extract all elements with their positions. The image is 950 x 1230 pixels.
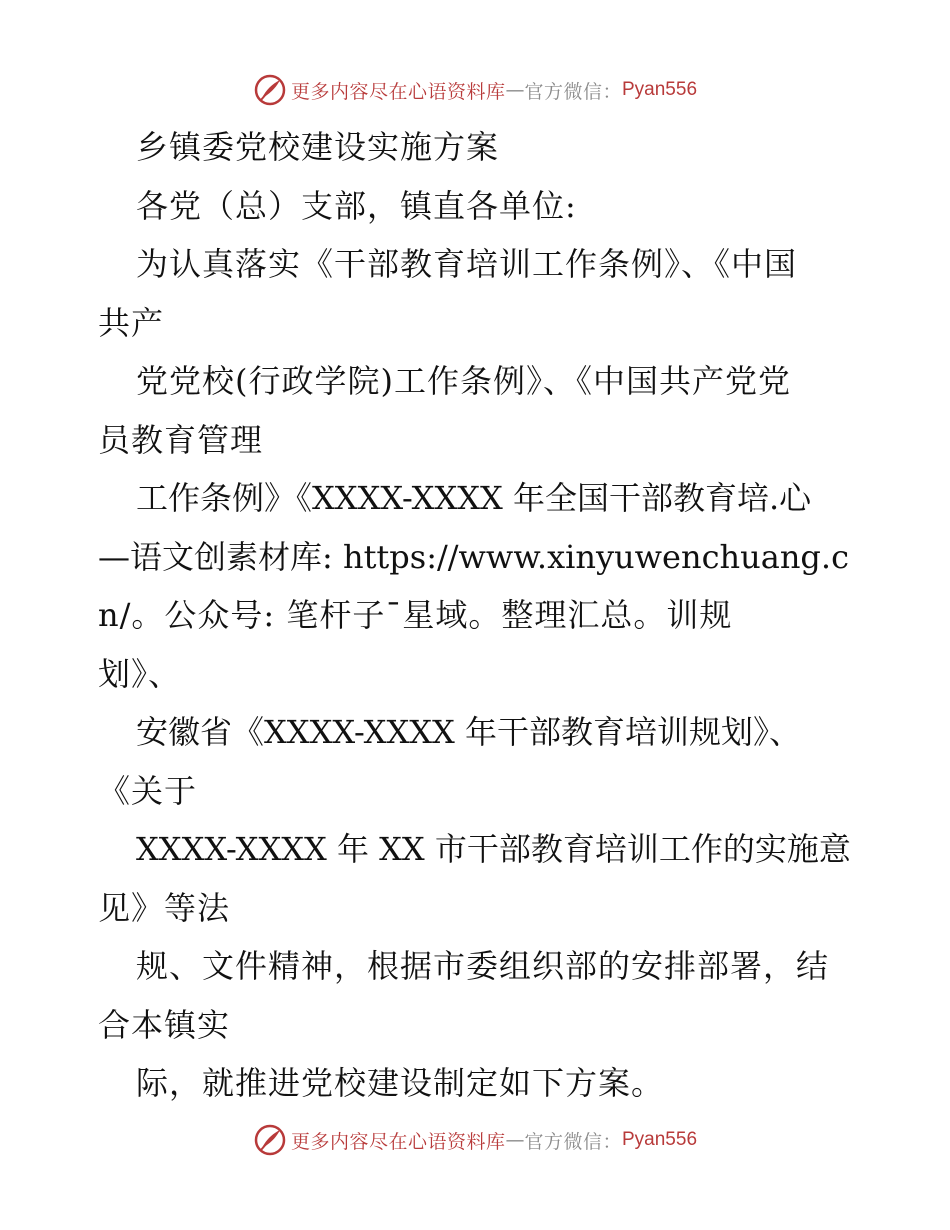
feather-pen-logo-icon: [253, 73, 287, 107]
doc-line: 际，就推进党校建设制定如下方案。: [136, 1064, 665, 1102]
banner-site-text: 更多内容尽在心语资料库: [290, 1130, 506, 1153]
banner-dash: —: [505, 1129, 525, 1151]
header-watermark-banner: [0, 72, 950, 108]
doc-line: XXXX-XXXX 年 XX 市干部教育培训工作的实施意: [136, 830, 851, 868]
footer-watermark-banner: [0, 1122, 950, 1158]
document-body: [98, 118, 850, 1113]
banner-wechat-id: Pyan556: [622, 1129, 698, 1150]
doc-line: 见》等法: [98, 888, 231, 927]
banner-dash: —: [505, 79, 525, 101]
doc-line: 党党校(行政学院)工作条例》、《中国共产党党: [136, 362, 791, 400]
doc-title: 乡镇委党校建设实施方案: [136, 128, 500, 166]
doc-line: 划》、: [98, 654, 182, 693]
doc-line: 《关于: [98, 771, 198, 810]
banner-wechat-label: 官方微信：: [524, 1130, 622, 1153]
doc-line: 安徽省《XXXX-XXXX 年干部教育培训规划》、: [136, 713, 801, 751]
doc-line-url: —语文创素材库: https://www.xinyuwenchuang.c: [98, 537, 850, 576]
banner-wechat-id: Pyan556: [622, 79, 698, 100]
doc-line: 共产: [98, 303, 165, 342]
doc-salutation: 各党（总）支部，镇直各单位:: [136, 186, 577, 225]
banner-site-text: 更多内容尽在心语资料库: [290, 80, 506, 103]
doc-line: 工作条例》《XXXX-XXXX 年全国干部教育培.心: [136, 479, 812, 517]
doc-line: 合本镇实: [98, 1005, 231, 1044]
doc-line: 为认真落实《干部教育培训工作条例》、《中国: [136, 245, 798, 283]
doc-line: 规、文件精神，根据市委组织部的安排部署，结: [136, 947, 830, 985]
doc-line: n/。公众号: 笔杆子¯星域。整理汇总。训规: [98, 596, 733, 634]
feather-pen-logo-icon: [253, 1123, 287, 1157]
banner-wechat-label: 官方微信：: [524, 80, 622, 103]
doc-line: 员教育管理: [98, 420, 264, 459]
